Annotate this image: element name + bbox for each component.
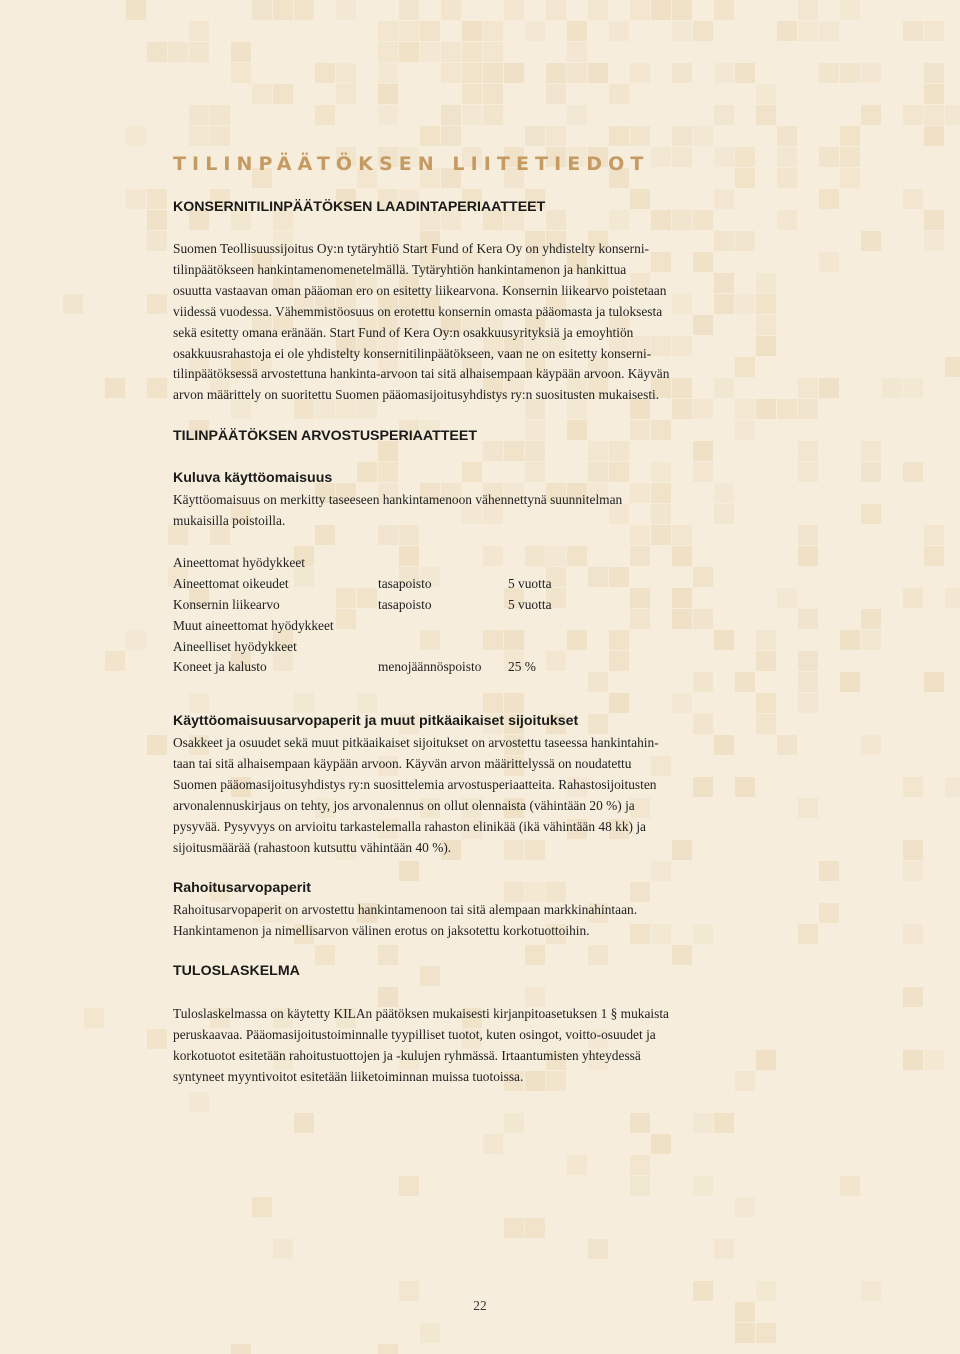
- section-heading-arvostus: TILINPÄÄTÖKSEN ARVOSTUSPERIAATTEET: [173, 428, 477, 444]
- paragraph-line: viidessä vuodessa. Vähemmistöosuus on erotettu konsernin omasta pääomasta ja tuloksesta: [173, 303, 663, 319]
- paragraph-line: tilinpäätökseen hankintamenomenetelmällä. Tytäryhtiön hankintamenon ja hankittua: [173, 261, 627, 277]
- table-cell-method: tasapoisto: [378, 596, 432, 612]
- paragraph-line: korkotuotot esitetään rahoitustuottojen ja -kulujen ryhmässä. Irtaantumisten yhteydessä: [173, 1047, 641, 1063]
- table-cell-period: 25 %: [508, 659, 536, 675]
- rahoitus-paragraph: [173, 900, 637, 942]
- table-cell-item: Aineettomat hyödykkeet: [173, 555, 306, 570]
- paragraph-line: peruskaavaa. Pääomasijoitustoiminnalle tyypilliset tuotot, kuten osingot, voitto-osuudet ja: [173, 1026, 656, 1042]
- paragraph-line: arvon määrittely on suoritettu Suomen pääomasijoitusyhdistys ry:n suositusten mukaisesti.: [173, 387, 660, 403]
- subheading-arvopaperit: Käyttöomaisuusarvopaperit ja muut pitkäaikaiset sijoitukset: [173, 713, 579, 729]
- subheading-rahoitus: Rahoitusarvopaperit: [173, 880, 311, 896]
- konserni-paragraph: [173, 239, 669, 406]
- kuluva-paragraph: [173, 490, 622, 532]
- section-heading-tuloslaskelma: TULOSLASKELMA: [173, 963, 300, 979]
- table-cell-period: 5 vuotta: [508, 596, 552, 612]
- paragraph-line: Suomen pääomasijoitusyhdistys ry:n suosittelemia arvostusperiaatteita. Rahastosijoitusten: [173, 776, 657, 792]
- paragraph-line: Osakkeet ja osuudet sekä muut pitkäaikaiset sijoitukset on arvostettu taseessa hankintahin-: [173, 735, 659, 750]
- paragraph-line: sekä esitetty omana eränään. Start Fund of Kera Oy:n osakkuusyrityksiä ja emoyhtiön: [173, 324, 634, 340]
- table-cell-item: Koneet ja kalusto: [173, 659, 267, 675]
- paragraph-line: Käyttöomaisuus on merkitty taseeseen hankintamenoon vähennettynä suunnitelman: [173, 492, 623, 507]
- table-cell-method: tasapoisto: [378, 575, 432, 591]
- subheading-kuluva: Kuluva käyttöomaisuus: [173, 470, 333, 486]
- paragraph-line: sijoitusmäärää (rahastoon kutsuttu vähintään 40 %).: [173, 839, 452, 855]
- paragraph-line: pysyvää. Pysyvyys on arvioitu tarkastelemalla rahaston elinikää (ikä vähintään 48 kk) ja: [173, 818, 647, 834]
- table-cell-item: Muut aineettomat hyödykkeet: [173, 617, 334, 633]
- paragraph-line: syntyneet myyntivoitot esitetään liiketoiminnan muissa tuotoissa.: [173, 1068, 524, 1084]
- paragraph-line: tilinpäätöksessä arvostettuna hankinta-arvoon tai sitä alhaisempaan käypään arvoon. Käyvän: [173, 366, 670, 382]
- paragraph-line: Suomen Teollisuussijoitus Oy:n tytäryhtiö Start Fund of Kera Oy on yhdistelty konserni-: [173, 241, 650, 256]
- table-cell-period: 5 vuotta: [508, 575, 552, 591]
- table-cell-item: Aineettomat oikeudet: [173, 575, 289, 591]
- paragraph-line: arvonalennuskirjaus on tehty, jos arvonalennus on ollut olennaista (vähintään 20 %) ja: [173, 797, 635, 813]
- arvopaperit-paragraph: [173, 733, 659, 858]
- page-number: 22: [473, 1298, 487, 1313]
- tuloslaskelma-paragraph: [173, 1004, 669, 1088]
- document-title: TILINPÄÄTÖKSEN LIITETIEDOT: [173, 153, 650, 175]
- paragraph-line: Hankintamenon ja nimellisarvon välinen erotus on jaksotettu korkotuottoihin.: [173, 922, 590, 938]
- paragraph-line: Rahoitusarvopaperit on arvostettu hankintamenoon tai sitä alempaan markkinahintaan.: [173, 902, 638, 917]
- table-cell-method: menojäännöspoisto: [378, 659, 482, 675]
- paragraph-line: osakkuusrahastoja ei ole yhdistelty konsernitilinpäätökseen, vaan ne on esitetty konserni-: [173, 345, 652, 361]
- table-cell-item: Konsernin liikearvo: [173, 596, 280, 612]
- paragraph-line: taan tai sitä alhaisempaan käypään arvoon. Käyvän arvon määrittelyssä on noudatettu: [173, 755, 632, 771]
- paragraph-line: osuutta vastaavan oman pääoman ero on esitetty liikearvona. Konsernin liikearvo poistetaan: [173, 282, 667, 298]
- table-cell-item: Aineelliset hyödykkeet: [173, 638, 297, 654]
- paragraph-line: Tuloslaskelmassa on käytetty KILAn päätöksen mukaisesti kirjanpitoasetuksen 1 § mukaista: [173, 1006, 669, 1021]
- section-heading-konserni: KONSERNITILINPÄÄTÖKSEN LAADINTAPERIAATTEET: [173, 199, 546, 215]
- paragraph-line: mukaisilla poistoilla.: [173, 512, 286, 528]
